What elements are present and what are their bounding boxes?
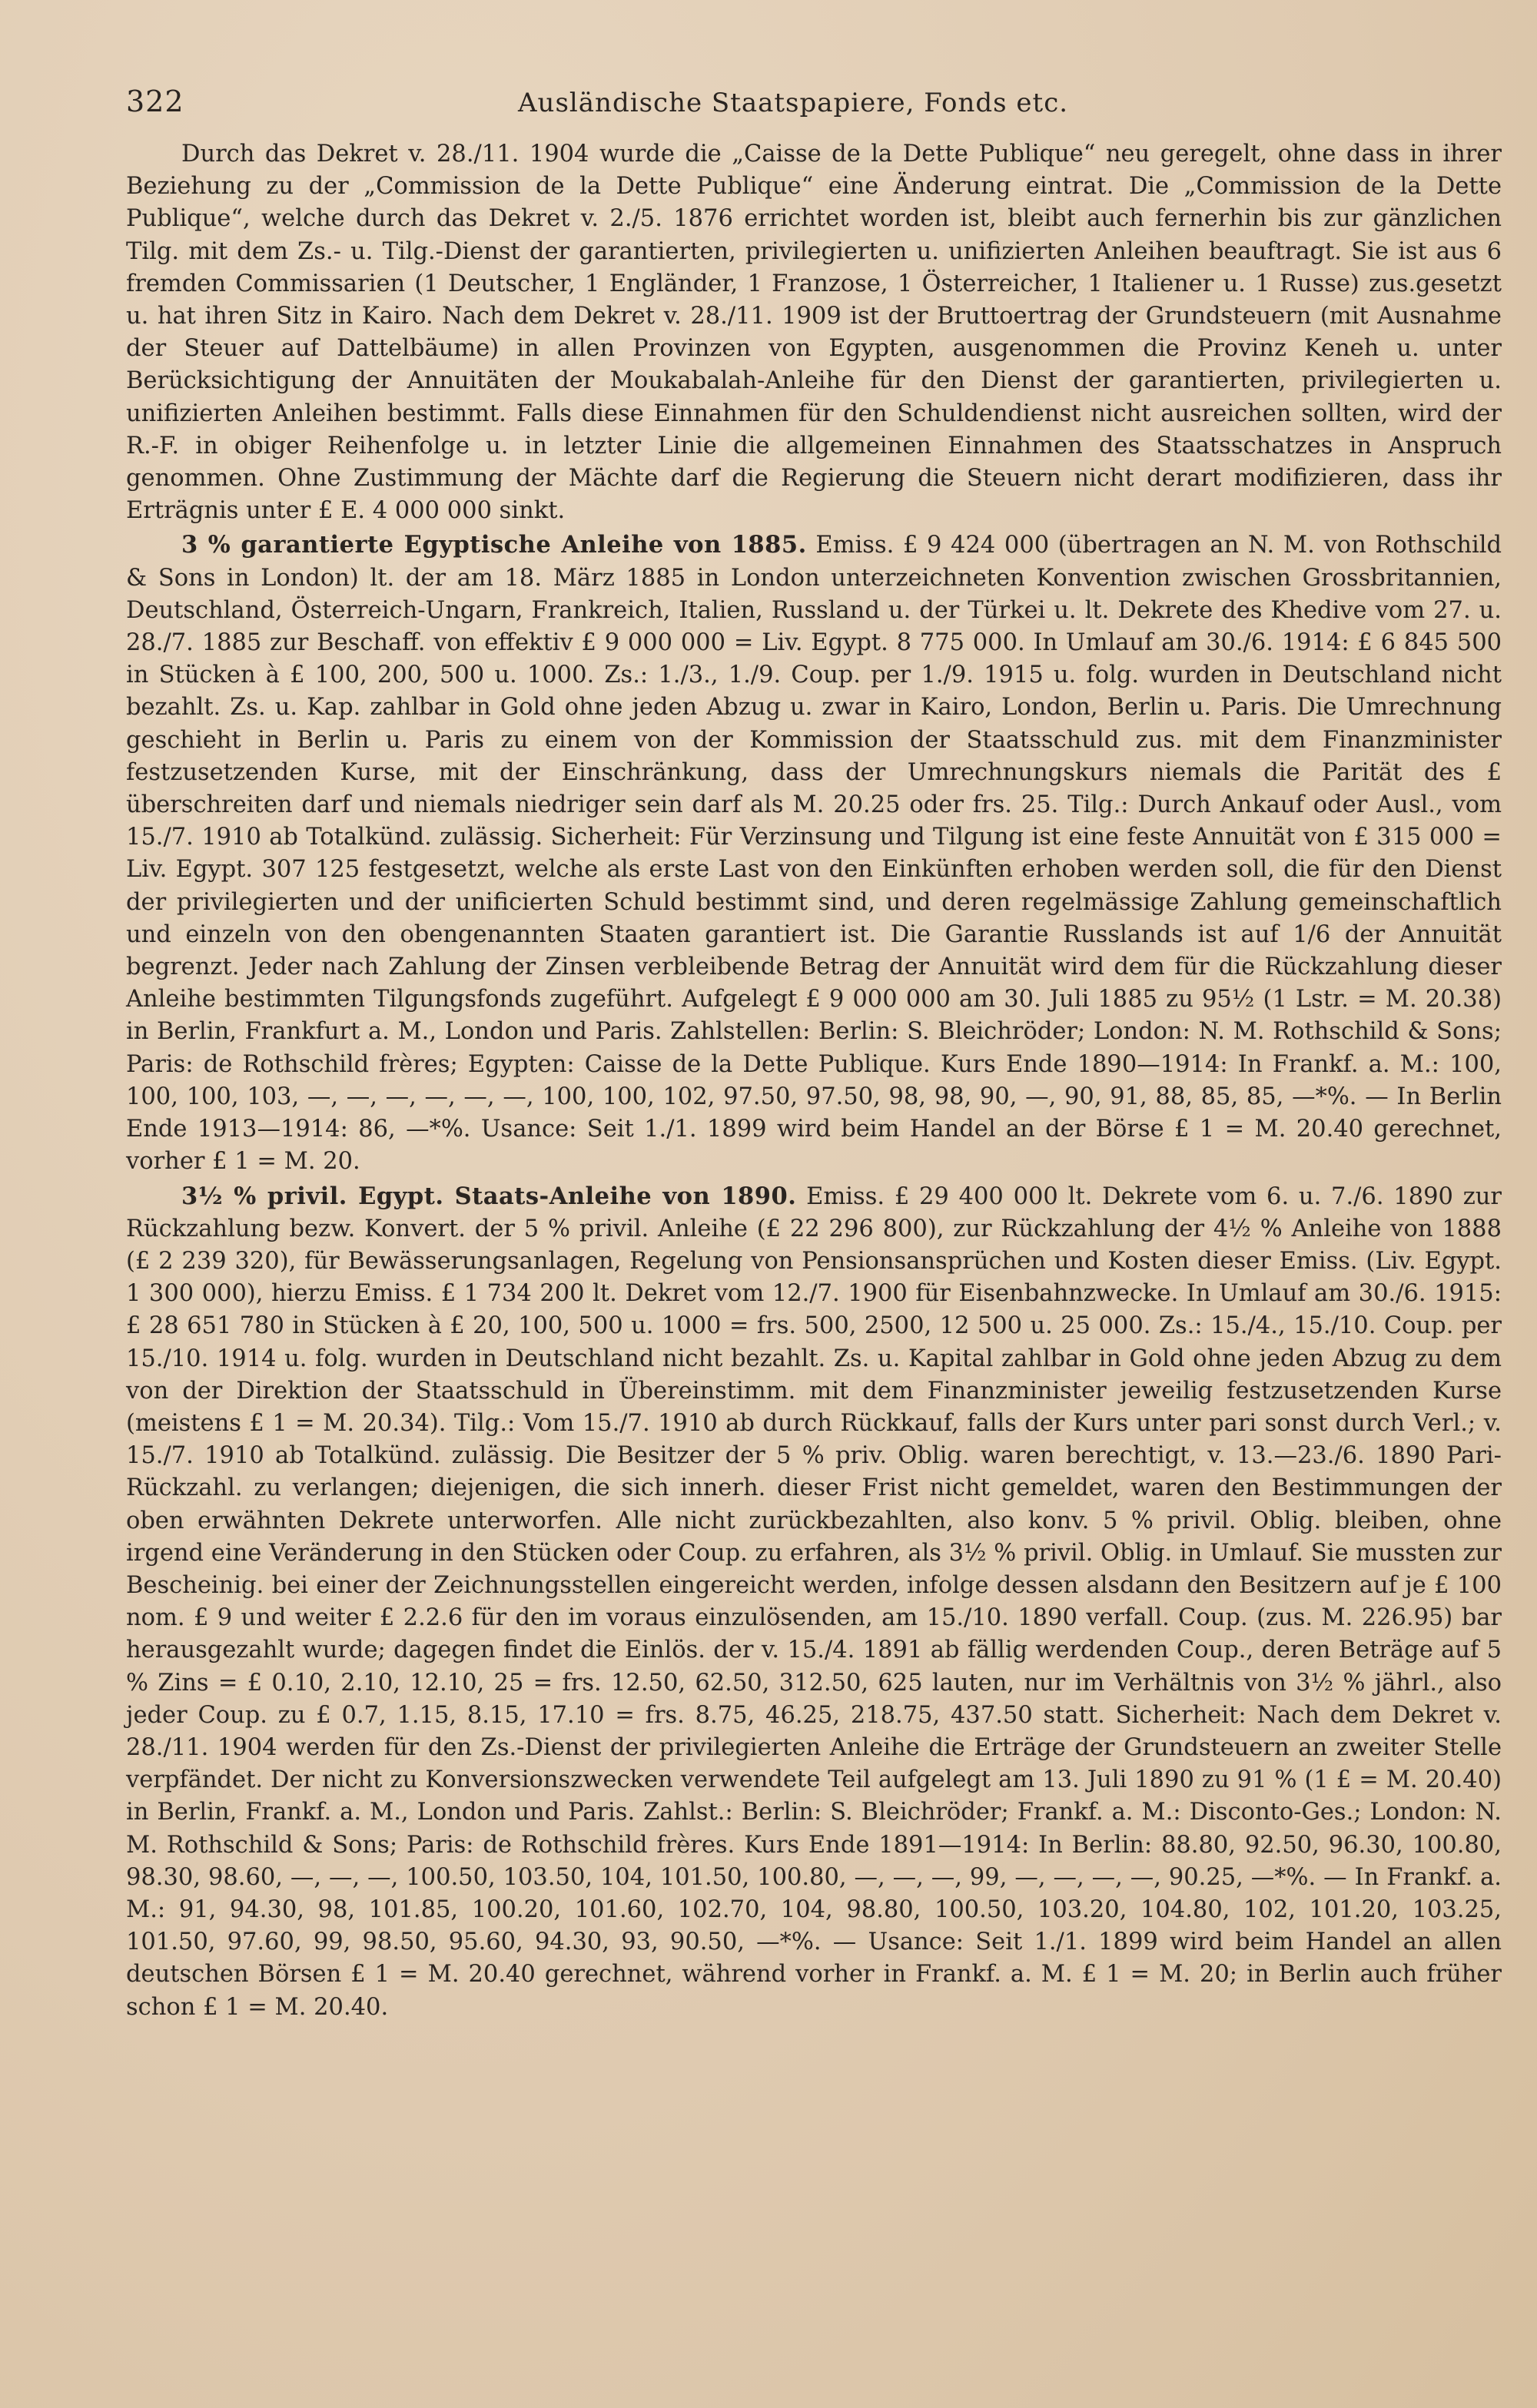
paragraph-heading: 3½ % privil. Egypt. Staats-Anleihe von 1890.: [181, 1182, 797, 1210]
paragraph-anleihe-1885: [126, 529, 1502, 1178]
paragraph-anleihe-1890: [126, 1180, 1502, 2024]
paragraph-heading: 3 % garantierte Egyptische Anleihe von 1885.: [181, 531, 807, 559]
page-header: [126, 85, 1502, 138]
page-number: 322: [126, 85, 184, 118]
running-title: Ausländische Staatspapiere, Fonds etc.: [518, 88, 1069, 118]
paragraph-body: Emiss. £ 9 424 000 (übertragen an N. M. von Rothschild & Sons in London) lt. der am 18. März 1885 in London unterzeichneten Konvention zwischen Grossbritannien, Deutschland, Österreich-Ungarn, Frankreich, Italien, Russland u. der Türkei u. lt. Dekrete des Khedive vom 27. u. 28./7. 1885 zur Beschaff. von effektiv £ 9 000 000 = Liv. Egypt. 8 775 000. In Umlauf am 30./6. 1914: £ 6 845 500 in Stücken à £ 100, 200, 500 u. 1000. Zs.: 1./3., 1./9. Coup. per 1./9. 1915 u. folg. wurden in Deutschland nicht bezahlt. Zs. u. Kap. zahlbar in Gold ohne jeden Abzug u. zwar in Kairo, London, Berlin u. Paris. Die Umrechnung geschieht in Berlin u. Paris zu einem von der Kommission der Staatsschuld zus. mit dem Finanzminister festzusetzenden Kurse, mit der Einschränkung, dass der Umrechnungskurs niemals die Parität des £ überschreiten darf und niemals niedriger sein darf als M. 20.25 oder frs. 25. Tilg.: Durch Ankauf oder Ausl., vom 15./7. 1910 ab Totalkünd. zulässig. Sicherheit: Für Verzinsung und Tilgung ist eine feste Annuität von £ 315 000 = Liv. Egypt. 307 125 festgesetzt, welche als erste Last von den Einkünften erhoben werden soll, die für den Dienst der privilegierten und der unificierten Schuld bestimmt sind, und deren regelmässige Zahlung gemeinschaftlich und einzeln von den obengenannten Staaten garantiert ist. Die Garantie Russlands ist auf 1/6 der Annuität begrenzt. Jeder nach Zahlung der Zinsen verbleibende Betrag der Annuität wird dem für die Rückzahlung dieser Anleihe bestimmten Tilgungsfonds zugeführt. Aufgelegt £ 9 000 000 am 30. Juli 1885 zu 95½ (1 Lstr. = M. 20.38) in Berlin, Frankfurt a. M., London und Paris. Zahlstellen: Berlin: S. Bleichröder; London: N. M. Rothschild & Sons; Paris: de Rothschild frères; Egypten: Caisse de la Dette Publique. Kurs Ende 1890—1914: In Frankf. a. M.: 100, 100, 100, 103, —, —, —, —, —, —, 100, 100, 102, 97.50, 97.50, 98, 98, 90, —, 90, 91, 88, 85, 85, —*%. — In Berlin Ende 1913—1914: 86, —*%. Usance: Seit 1./1. 1899 wird beim Handel an der Börse £ 1 = M. 20.40 gerechnet, vorher £ 1 = M. 20.: [126, 532, 1502, 1176]
paragraph-body: Durch das Dekret v. 28./11. 1904 wurde die „Caisse de la Dette Publique“ neu geregelt, ohne dass in ihrer Beziehung zu der „Commission de la Dette Publique“ eine Änderung eintrat. Die „Commission de la Dette Publique“, welche durch das Dekret v. 2./5. 1876 errichtet worden ist, bleibt auch fernerhin bis zur gänzlichen Tilg. mit dem Zs.- u. Tilg.-Dienst der garantierten, privilegierten u. unifizierten Anleihen beauftragt. Sie ist aus 6 fremden Commissarien (1 Deutscher, 1 Engländer, 1 Franzose, 1 Österreicher, 1 Italiener u. 1 Russe) zus.gesetzt u. hat ihren Sitz in Kairo. Nach dem Dekret v. 28./11. 1909 ist der Bruttoertrag der Grundsteuern (mit Ausnahme der Steuer auf Dattelbäume) in allen Provinzen von Egypten, ausgenommen die Provinz Keneh u. unter Berücksichtigung der Annuitäten der Moukabalah-Anleihe für den Dienst der garantierten, privilegierten u. unifizierten Anleihen bestimmt. Falls diese Einnahmen für den Schuldendienst nicht ausreichen sollten, wird der R.-F. in obiger Reihenfolge u. in letzter Linie die allgemeinen Einnahmen des Staatsschatzes in Anspruch genommen. Ohne Zustimmung der Mächte darf die Regierung die Steuern nicht derart modifizieren, dass ihr Erträgnis unter £ E. 4 000 000 sinkt.: [126, 141, 1502, 525]
body-text: [126, 138, 1502, 2024]
page: [126, 85, 1502, 2024]
paragraph-caisse-dette: [126, 138, 1502, 527]
paragraph-body: Emiss. £ 29 400 000 lt. Dekrete vom 6. u. 7./6. 1890 zur Rückzahlung bezw. Konvert. der 5 % privil. Anleihe (£ 22 296 800), zur Rückzahlung der 4½ % Anleihe von 1888 (£ 2 239 320), für Bewässerungsanlagen, Regelung von Pensionsansprüchen und Kosten dieser Emiss. (Liv. Egypt. 1 300 000), hierzu Emiss. £ 1 734 200 lt. Dekret vom 12./7. 1900 für Eisenbahnzwecke. In Umlauf am 30./6. 1915: £ 28 651 780 in Stücken à £ 20, 100, 500 u. 1000 = frs. 500, 2500, 12 500 u. 25 000. Zs.: 15./4., 15./10. Coup. per 15./10. 1914 u. folg. wurden in Deutschland nicht bezahlt. Zs. u. Kapital zahlbar in Gold ohne jeden Abzug zu dem von der Direktion der Staatsschuld in Übereinstimm. mit dem Finanzminister jeweilig festzusetzenden Kurse (meistens £ 1 = M. 20.34). Tilg.: Vom 15./7. 1910 ab durch Rückkauf, falls der Kurs unter pari sonst durch Verl.; v. 15./7. 1910 ab Totalkünd. zulässig. Die Besitzer der 5 % priv. Oblig. waren berechtigt, v. 13.—23./6. 1890 Pari-Rückzahl. zu verlangen; diejenigen, die sich innerh. dieser Frist nicht gemeldet, waren den Bestimmungen der oben erwähnten Dekrete unterworfen. Alle nicht zurückbezahlten, also konv. 5 % privil. Oblig. bleiben, ohne irgend eine Veränderung in den Stücken oder Coup. zu erfahren, als 3½ % privil. Oblig. in Umlauf. Sie mussten zur Bescheinig. bei einer der Zeichnungsstellen eingereicht werden, infolge dessen alsdann den Besitzern auf je £ 100 nom. £ 9 und weiter £ 2.2.6 für den im voraus einzulösenden, am 15./10. 1890 verfall. Coup. (zus. M. 226.95) bar herausgezahlt wurde; dagegen findet die Einlös. der v. 15./4. 1891 ab fällig werdenden Coup., deren Beträge auf 5 % Zins = £ 0.10, 2.10, 12.10, 25 = frs. 12.50, 62.50, 312.50, 625 lauten, nur im Verhältnis von 3½ % jährl., also jeder Coup. zu £ 0.7, 1.15, 8.15, 17.10 = frs. 8.75, 46.25, 218.75, 437.50 statt. Sicherheit: Nach dem Dekret v. 28./11. 1904 werden für den Zs.-Dienst der privilegierten Anleihe die Erträge der Grundsteuern an zweiter Stelle verpfändet. Der nicht zu Konversionszwecken verwendete Teil aufgelegt am 13. Juli 1890 zu 91 % (1 £ = M. 20.40) in Berlin, Frankf. a. M., London und Paris. Zahlst.: Berlin: S. Bleichröder; Frankf. a. M.: Disconto-Ges.; London: N. M. Rothschild & Sons; Paris: de Rothschild frères. Kurs Ende 1891—1914: In Berlin: 88.80, 92.50, 96.30, 100.80, 98.30, 98.60, —, —, —, 100.50, 103.50, 104, 101.50, 100.80, —, —, —, 99, —, —, —, —, 90.25, —*%. — In Frankf. a. M.: 91, 94.30, 98, 101.85, 100.20, 101.60, 102.70, 104, 98.80, 100.50, 103.20, 104.80, 102, 101.20, 103.25, 101.50, 97.60, 99, 98.50, 95.60, 94.30, 93, 90.50, —*%. — Usance: Seit 1./1. 1899 wird beim Handel an allen deutschen Börsen £ 1 = M. 20.40 gerechnet, während vorher in Frankf. a. M. £ 1 = M. 20; in Berlin auch früher schon £ 1 = M. 20.40.: [126, 1182, 1502, 2021]
